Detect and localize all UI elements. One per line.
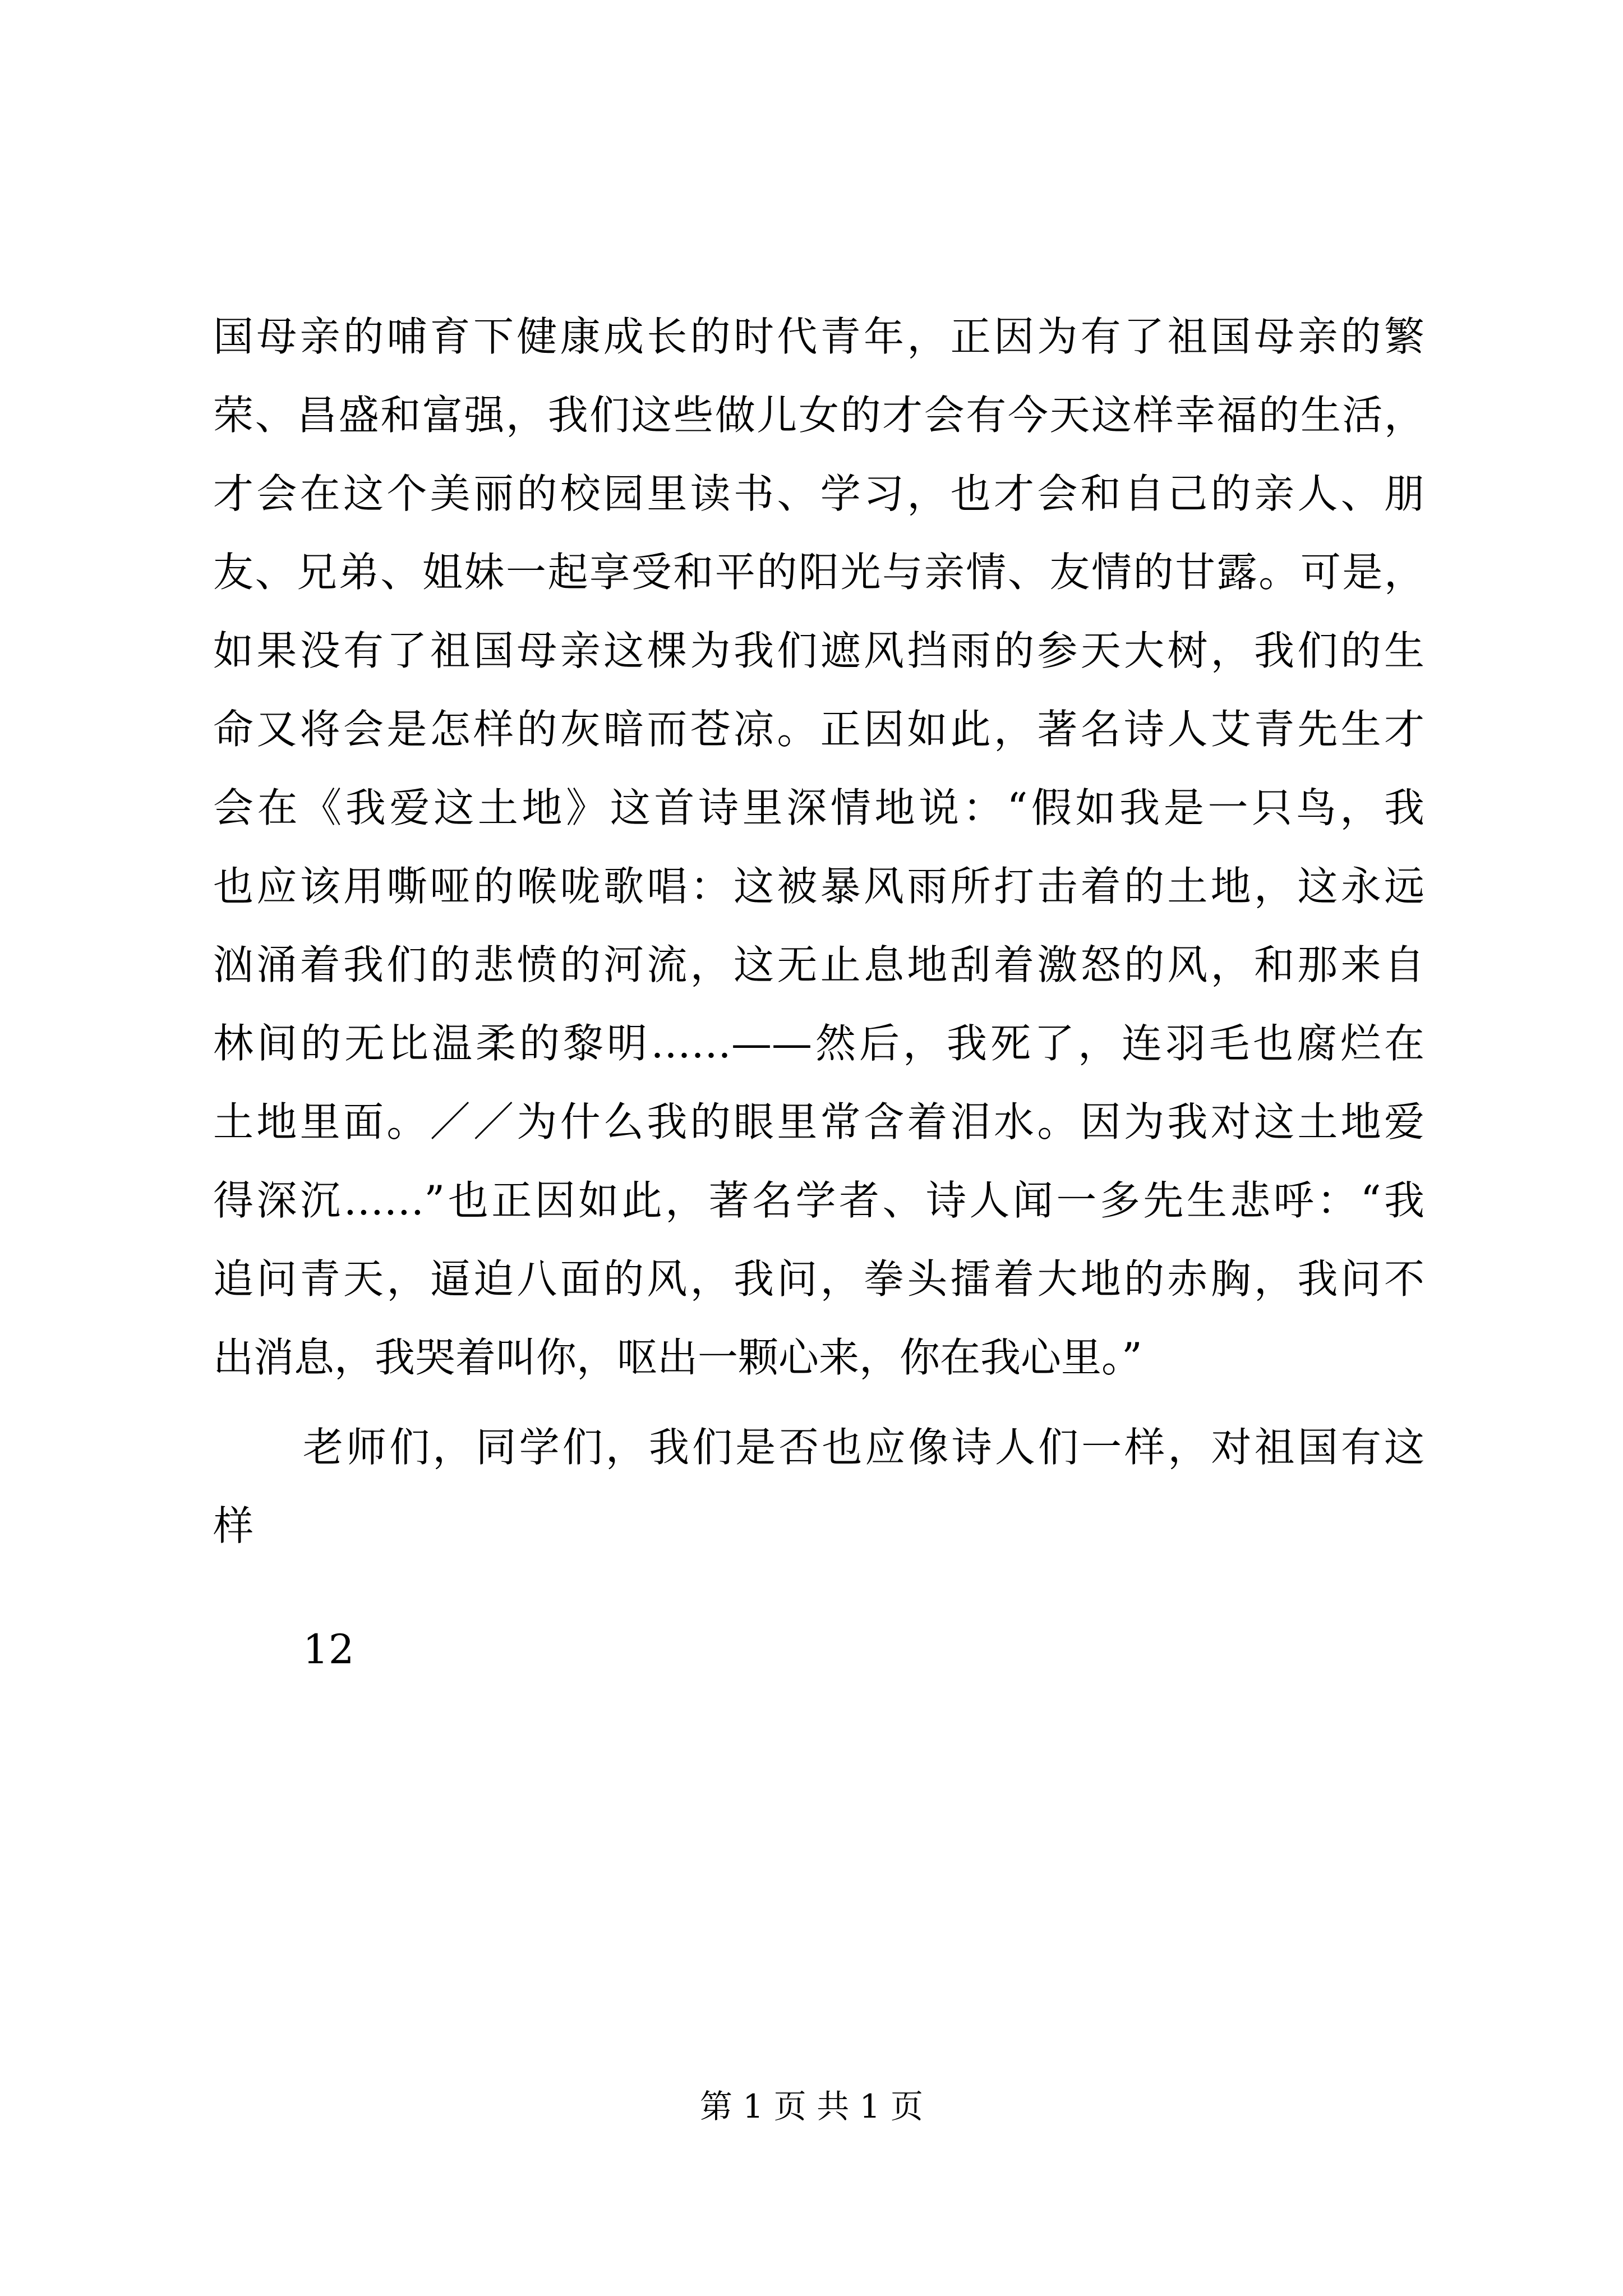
page-footer: 第 1 页 共 1 页 [700,2087,923,2125]
text-line-4: 友、兄弟、姐妹一起享受和平的阳光与亲情、友情的甘露。可是， [213,549,1424,596]
text-line-10: 林间的无比温柔的黎明……——然后，我死了，连羽毛也腐烂在 [213,1020,1424,1067]
paragraph2-line-2: 样 [213,1502,254,1549]
paragraph2-line-1: 老师们，同学们，我们是否也应像诗人们一样，对祖国有这 [303,1424,1424,1471]
text-line-13: 追问青天，逼迫八面的风，我问，拳头擂着大地的赤胸，我问不 [213,1255,1424,1303]
text-line-11: 土地里面。／／为什么我的眼里常含着泪水。因为我对这土地爱 [213,1098,1424,1145]
text-line-5: 如果没有了祖国母亲这棵为我们遮风挡雨的参天大树，我们的生 [213,627,1424,674]
text-line-14: 出消息，我哭着叫你，呕出一颗心来，你在我心里。” [213,1334,1142,1381]
text-line-1: 国母亲的哺育下健康成长的时代青年，正因为有了祖国母亲的繁 [213,313,1424,360]
text-line-2: 荣、昌盛和富强，我们这些做儿女的才会有今天这样幸福的生活， [213,392,1424,439]
text-line-3: 才会在这个美丽的校园里读书、学习，也才会和自己的亲人、朋 [213,470,1424,517]
inline-page-number: 12 [303,1626,354,1673]
text-line-9: 汹涌着我们的悲愤的河流，这无止息地刮着激怒的风，和那来自 [213,941,1424,988]
text-line-8: 也应该用嘶哑的喉咙歌唱：这被暴风雨所打击着的土地，这永远 [213,863,1424,910]
text-line-12: 得深沉……”也正因如此，著名学者、诗人闻一多先生悲呼：“我 [213,1177,1424,1224]
text-line-6: 命又将会是怎样的灰暗而苍凉。正因如此，著名诗人艾青先生才 [213,706,1424,753]
text-line-7: 会在《我爱这土地》这首诗里深情地说：“假如我是一只鸟，我 [213,784,1424,831]
